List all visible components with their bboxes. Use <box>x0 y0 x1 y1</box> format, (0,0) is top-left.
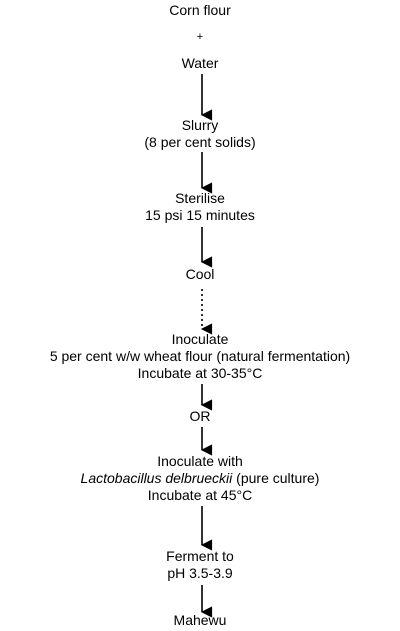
step-inoculate-incubate: Incubate at 30-35°C <box>137 365 263 381</box>
step-corn-flour <box>0 2 400 19</box>
step-inoculate <box>0 331 400 382</box>
step-or <box>0 408 400 425</box>
step-cool <box>0 266 400 283</box>
step-cool-label: Cool <box>185 266 215 282</box>
plus-sign: + <box>196 31 204 43</box>
step-sterilise <box>0 190 400 224</box>
step-ferment-title: Ferment to <box>166 548 234 564</box>
step-water <box>0 55 400 72</box>
step-slurry-title: Slurry <box>181 117 219 133</box>
step-water-label: Water <box>181 55 219 71</box>
step-inoculate-with <box>0 453 400 504</box>
step-slurry-detail: (8 per cent solids) <box>144 134 256 150</box>
step-ferment <box>0 548 400 582</box>
step-sterilise-title: Sterilise <box>175 190 225 206</box>
step-or-label: OR <box>189 408 211 424</box>
step-corn-flour-label: Corn flour <box>169 2 231 18</box>
step-mahewu-label: Mahewu <box>173 612 227 628</box>
culture-species-name: Lactobacillus delbrueckii <box>80 470 233 486</box>
culture-type: (pure culture) <box>232 470 320 486</box>
step-slurry <box>0 117 400 151</box>
step-inoculate-title: Inoculate <box>171 331 229 347</box>
step-inoculate-with-title: Inoculate with <box>157 453 243 469</box>
step-inoculate-with-culture <box>0 470 400 487</box>
step-inoculate-with-incubate: Incubate at 45°C <box>147 487 253 503</box>
step-sterilise-detail: 15 psi 15 minutes <box>145 207 255 223</box>
step-mahewu <box>0 612 400 629</box>
step-inoculate-detail: 5 per cent w/w wheat flour (natural fermentation) <box>49 348 351 364</box>
step-ferment-detail: pH 3.5-3.9 <box>167 565 233 581</box>
